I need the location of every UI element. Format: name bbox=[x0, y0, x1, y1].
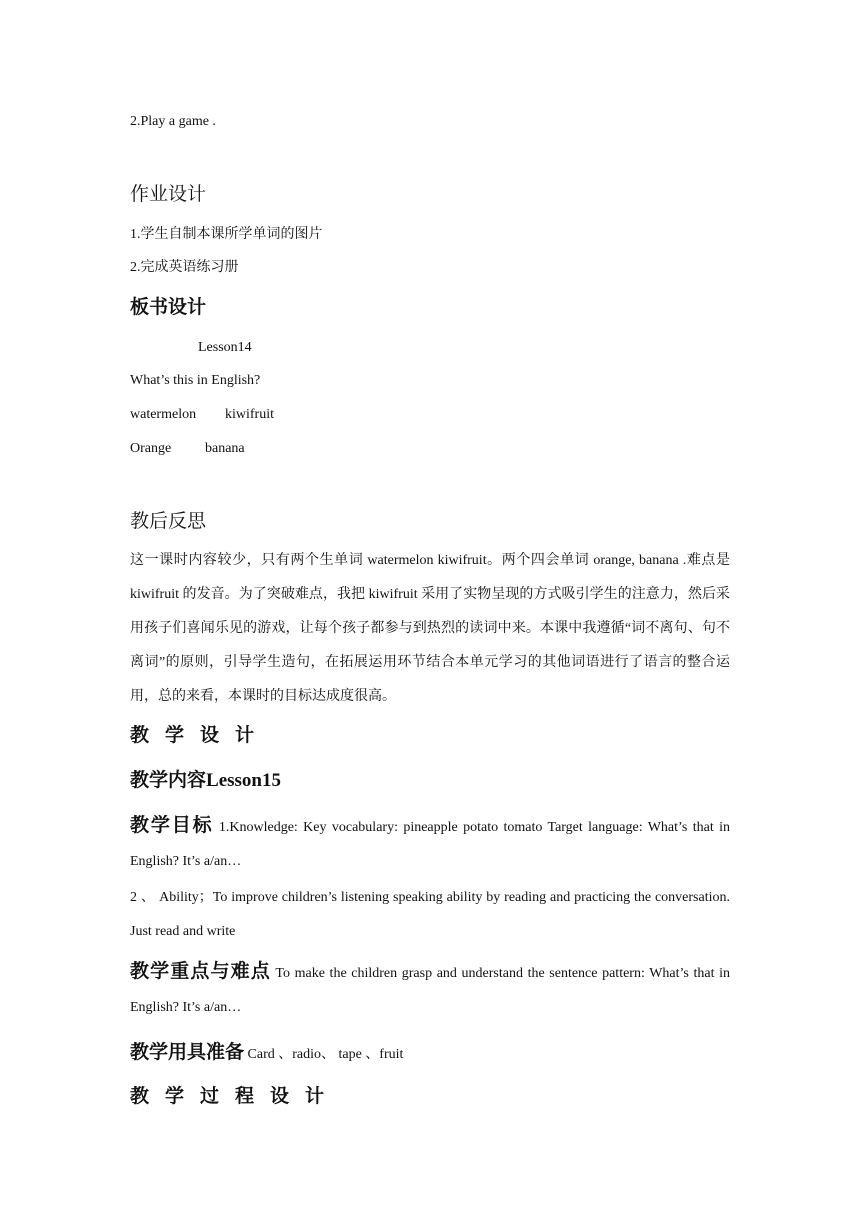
board-heading: 板书设计 bbox=[130, 296, 207, 318]
tools-text: Card 、radio、 tape 、fruit bbox=[244, 1047, 404, 1062]
reflection-heading: 教后反思 bbox=[130, 510, 207, 532]
content-value: Lesson15 bbox=[206, 770, 281, 791]
goal-paragraph bbox=[130, 808, 730, 879]
board-question: What’s this in English? bbox=[130, 373, 261, 388]
homework-item-2: 2.完成英语练习册 bbox=[130, 260, 239, 275]
board-words-row-1 bbox=[130, 405, 274, 425]
board-word-watermelon: watermelon bbox=[130, 407, 197, 422]
board-words-row-2 bbox=[130, 439, 245, 459]
tools-line bbox=[130, 1035, 730, 1072]
reflection-paragraph: 这一课时内容较少，只有两个生单词 watermelon kiwifruit。两个四会单词 orange, banana .难点是 kiwifruit 的发音。为了突破难点，我把 kiwifruit 采用了实物呈现的方式吸引学生的注意力，然后采用孩子们喜闻乐见的游戏，让每个孩子都参与到热烈的读词中来。本课中我遵循“词不离句、句不离词”的原则，引导学生造句，在拓展运用环节结合本单元学习的其他词语进行了语言的整合运用，总的来看，本课时的目标达成度很高。 bbox=[130, 553, 730, 704]
content-line bbox=[130, 767, 281, 794]
process-heading: 教学过程设计 bbox=[130, 1085, 341, 1107]
ability-paragraph: 2 、 Ability；To improve children’s listening speaking ability by reading and practicing the conversation. Just read and write bbox=[130, 890, 730, 939]
key-points-text: To make the children grasp and understand the sentence pattern: What’s that in English? It’s a/an… bbox=[130, 966, 730, 1015]
board-word-kiwifruit: kiwifruit bbox=[225, 407, 274, 422]
design-heading: 教学设计 bbox=[130, 724, 271, 746]
key-points-label: 教学重点与难点 bbox=[130, 960, 271, 982]
board-lesson-title: Lesson14 bbox=[198, 340, 252, 355]
content-label: 教学内容 bbox=[130, 769, 207, 791]
homework-item-1: 1.学生自制本课所学单词的图片 bbox=[130, 227, 323, 242]
tools-label: 教学用具准备 bbox=[130, 1041, 245, 1063]
goal-label: 教学目标 bbox=[130, 814, 214, 836]
play-game-item: 2.Play a game . bbox=[130, 114, 216, 129]
goal-text: 1.Knowledge: Key vocabulary: pineapple potato tomato Target language: What’s that in English? It’s a/an… bbox=[130, 820, 730, 869]
homework-heading: 作业设计 bbox=[130, 183, 207, 205]
board-word-orange: Orange bbox=[130, 441, 172, 456]
board-word-banana: banana bbox=[205, 441, 245, 456]
key-points-paragraph bbox=[130, 954, 730, 1025]
